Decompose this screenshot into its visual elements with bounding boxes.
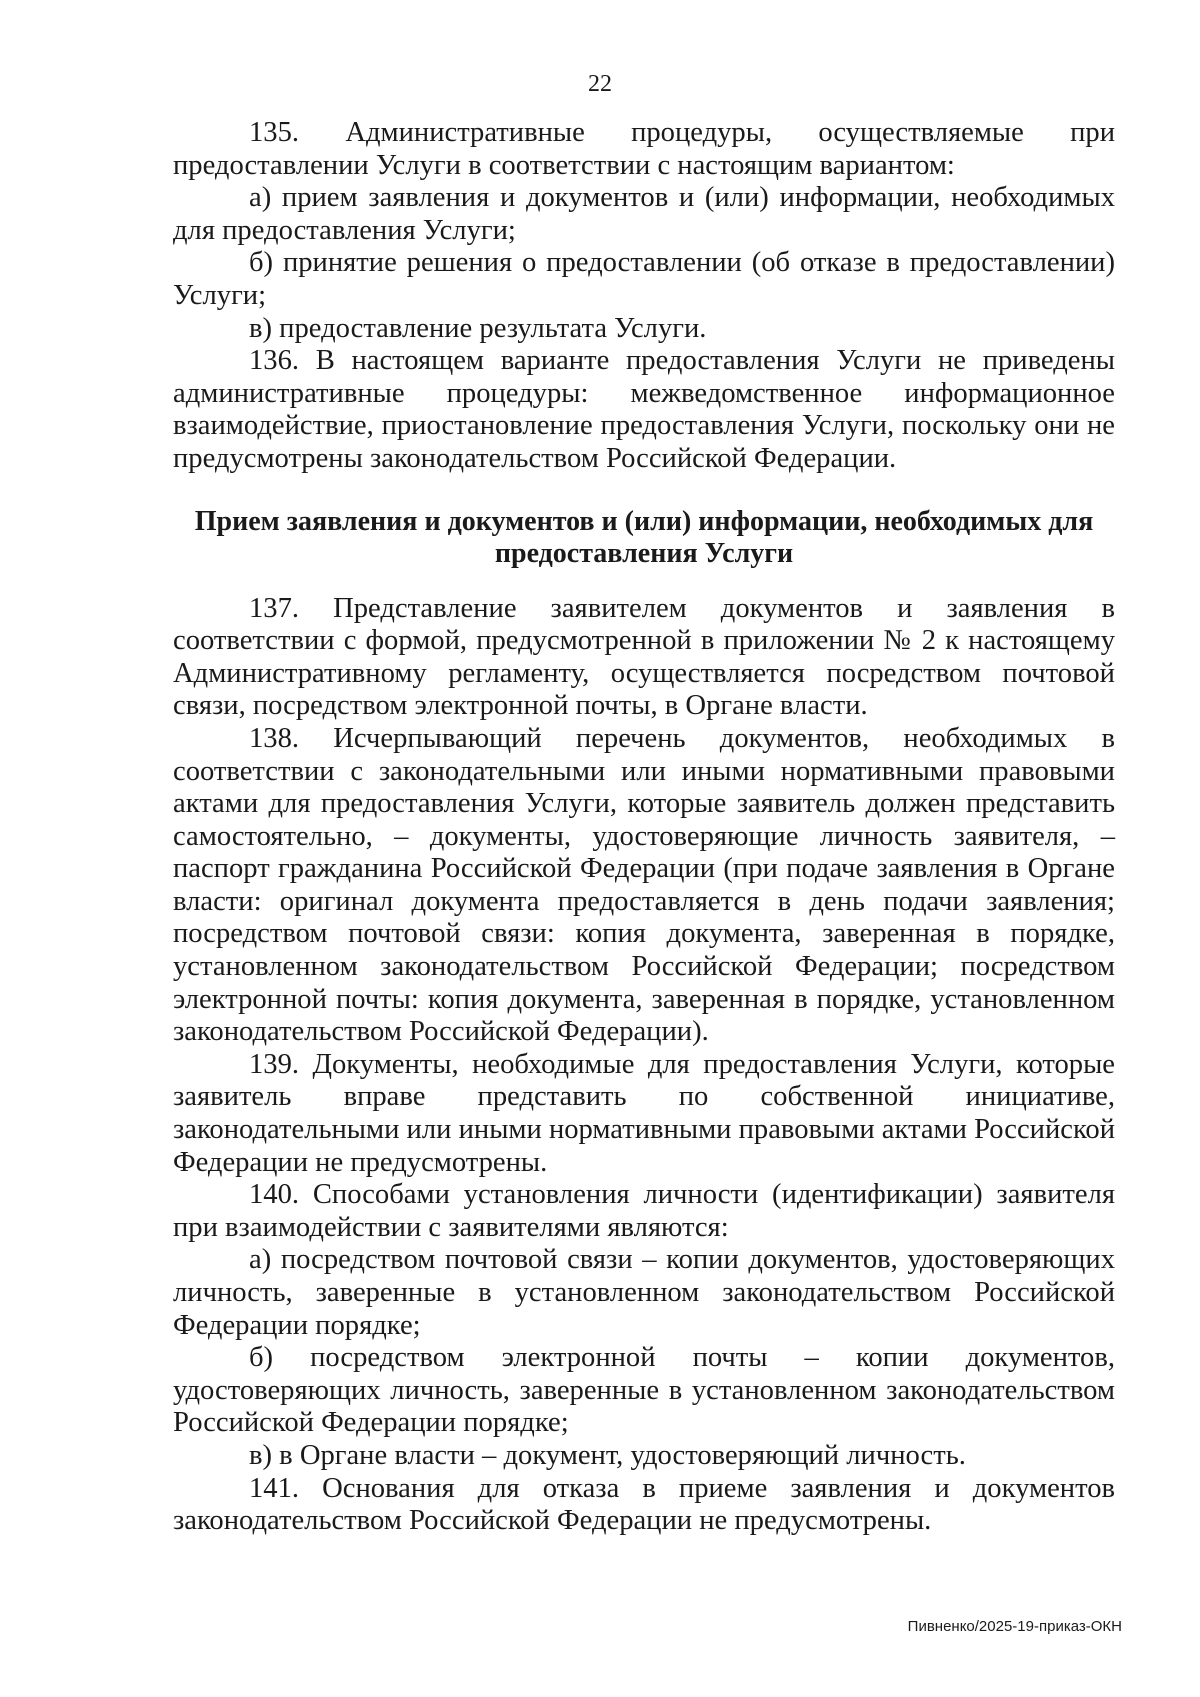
page-number: 22 bbox=[588, 71, 612, 97]
document-body bbox=[173, 117, 1115, 1538]
paragraph-136: 136. В настоящем варианте предоставления Услуги не приведены административные процедуры: межведомственное информационное взаимодействие, приостановление предоставления Услуги, поскольку они не предусмотрены законодательством Российской Федерации. bbox=[173, 345, 1115, 474]
paragraph-135-item-a: а) прием заявления и документов и (или) информации, необходимых для предоставления Услуги; bbox=[173, 182, 1115, 246]
paragraph-140-item-b: б) посредством электронной почты – копии документов, удостоверяющих личность, заверенные в установленном законодательством Российской Федерации порядке; bbox=[173, 1342, 1115, 1439]
paragraph-139: 139. Документы, необходимые для предоставления Услуги, которые заявитель вправе представить по собственной инициативе, законодательными или иными нормативными правовыми актами Российской Федерации не предусмотрены. bbox=[173, 1048, 1115, 1178]
paragraph-140: 140. Способами установления личности (идентификации) заявителя при взаимодействии с заявителями являются: bbox=[173, 1179, 1115, 1243]
paragraph-135: 135. Административные процедуры, осуществляемые при предоставлении Услуги в соответствии с настоящим вариантом: bbox=[173, 117, 1115, 181]
paragraph-137: 137. Представление заявителем документов и заявления в соответствии с формой, предусмотренной в приложении № 2 к настоящему Административному регламенту, осуществляется посредством почтовой связи, посредством электронной почты, в Органе власти. bbox=[173, 592, 1115, 722]
paragraph-135-item-b: б) принятие решения о предоставлении (об отказе в предоставлении) Услуги; bbox=[173, 247, 1115, 311]
document-reference-footer: Пивненко/2025-19-приказ-ОКН bbox=[907, 1618, 1122, 1635]
paragraph-138: 138. Исчерпывающий перечень документов, необходимых в соответствии с законодательными или иными нормативными правовыми актами для предоставления Услуги, которые заявитель должен представить самостоятельно, – документы, удостоверяющие личность заявителя, – паспорт гражданина Российской Федерации (при подаче заявления в Органе власти: оригинал документа предоставляется в день подачи заявления; посредством почтовой связи: копия документа, заверенная в порядке, установленном законодательством Российской Федерации; посредством электронной почты: копия документа, заверенная в порядке, установленном законодательством Российской Федерации). bbox=[173, 722, 1115, 1048]
paragraph-135-item-c: в) предоставление результата Услуги. bbox=[249, 312, 707, 344]
paragraph-140-item-a: а) посредством почтовой связи – копии документов, удостоверяющих личность, заверенные в установленном законодательством Российской Федерации порядке; bbox=[173, 1244, 1115, 1341]
paragraph-141: 141. Основания для отказа в приеме заявления и документов законодательством Российской Федерации не предусмотрены. bbox=[173, 1472, 1115, 1537]
paragraph-140-item-c: в) в Органе власти – документ, удостоверяющий личность. bbox=[249, 1439, 966, 1471]
section-heading: Прием заявления и документов и (или) информации, необходимых для предоставления Услуги bbox=[194, 505, 1094, 569]
